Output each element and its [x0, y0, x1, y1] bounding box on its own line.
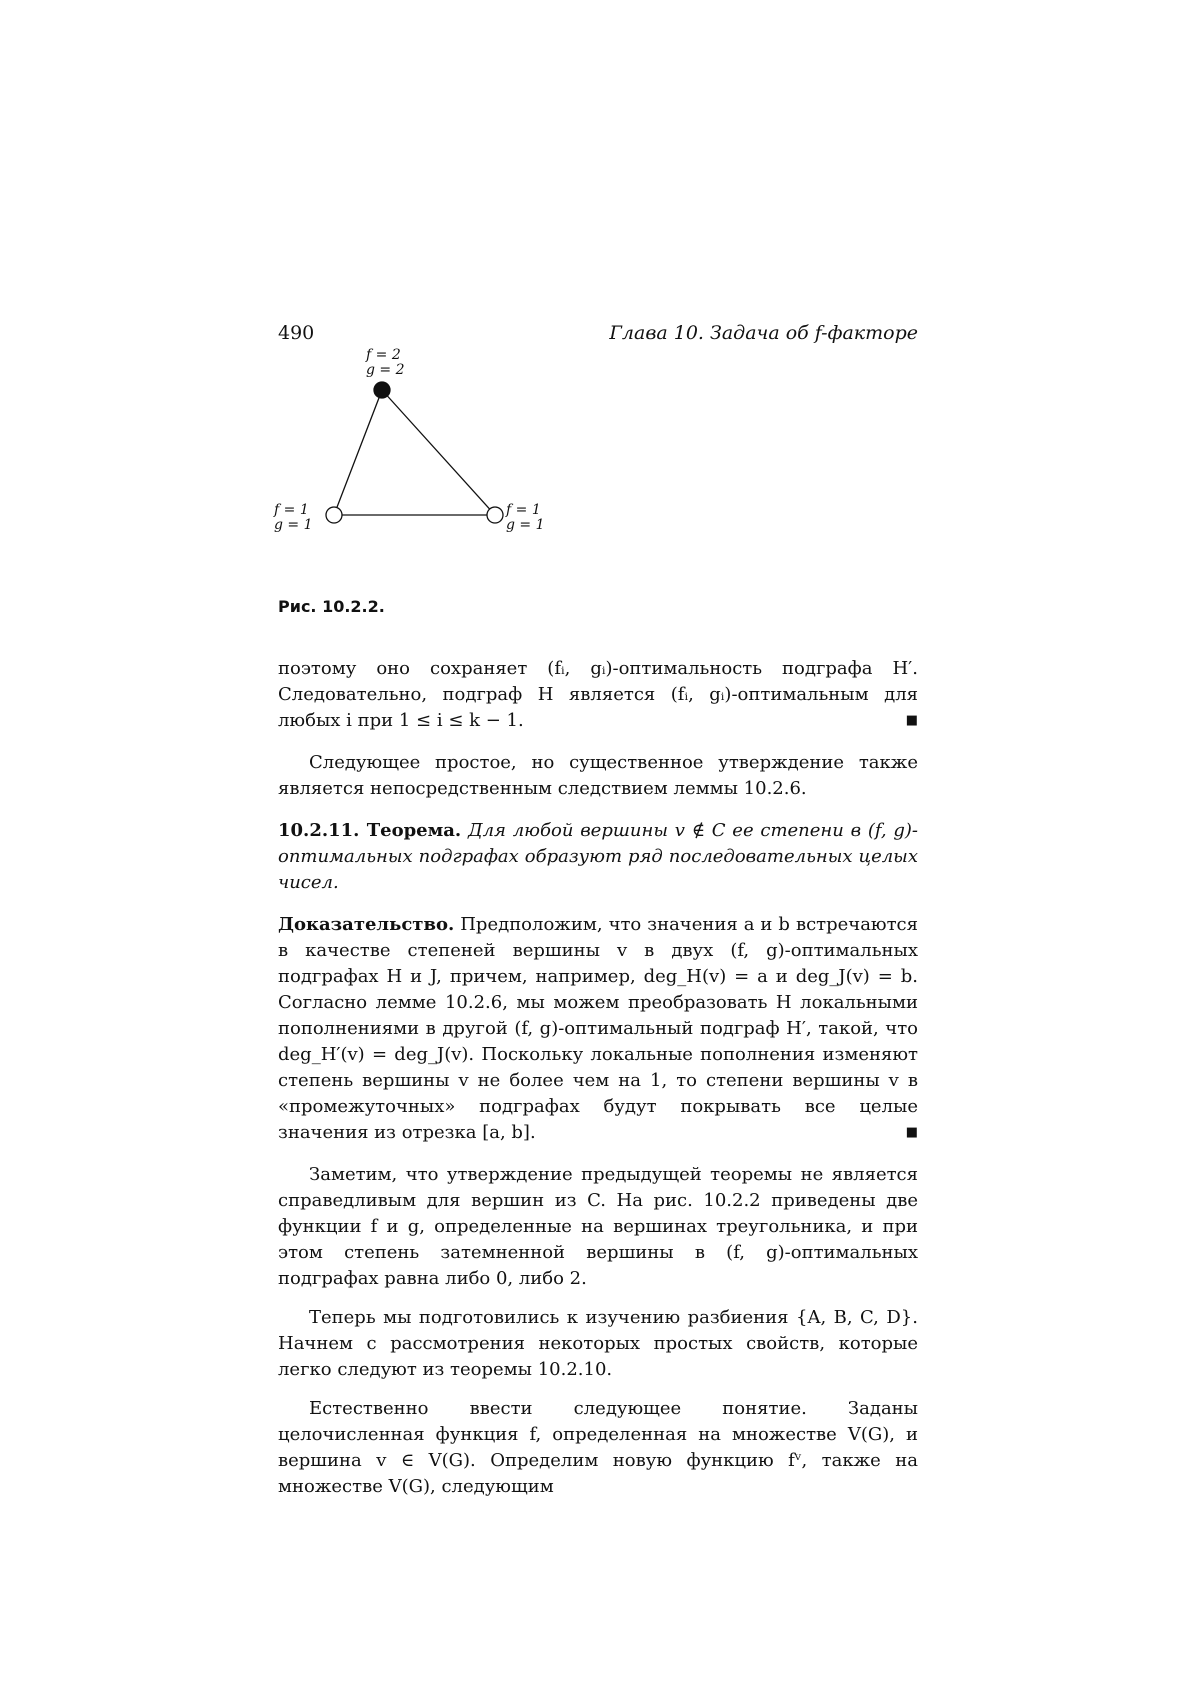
paragraph-1-text: поэтому оно сохраняет (fᵢ, gᵢ)-оптимальность подграфа H′. Следовательно, подграф H является (fᵢ, gᵢ)-оптимальным для любых i при 1 ≤ i ≤ k − 1. — [278, 658, 918, 731]
theorem-10-2-11 — [278, 818, 918, 896]
qed-mark: ■ — [905, 713, 918, 728]
vertex-right-f: f = 1 — [506, 502, 541, 518]
vertex-top-f: f = 2 — [366, 347, 401, 363]
theorem-heading: 10.2.11. Теорема. — [278, 820, 462, 841]
proof — [278, 912, 918, 1146]
page-number: 490 — [278, 322, 315, 344]
vertex-right-label — [506, 503, 545, 533]
vertex-left — [326, 507, 342, 523]
proof-heading: Доказательство. — [278, 914, 455, 935]
paragraph-1 — [278, 656, 918, 734]
vertex-top-label — [366, 348, 405, 378]
vertex-right-g: g = 1 — [506, 517, 545, 533]
triangle-graph — [270, 370, 570, 590]
vertex-left-g: g = 1 — [274, 517, 313, 533]
edge-top-right — [382, 390, 495, 515]
vertex-left-f: f = 1 — [274, 502, 309, 518]
theorem-statement: Для любой вершины v ∉ C ее степени в (f, g)-оптимальных подграфах образуют ряд последовательных целых чисел. — [278, 820, 918, 893]
vertex-left-label — [274, 503, 313, 533]
paragraph-2: Следующее простое, но существенное утверждение также является непосредственным следствием леммы 10.2.6. — [278, 752, 918, 799]
edge-top-left — [334, 390, 382, 515]
vertex-top — [374, 382, 390, 398]
vertex-top-g: g = 2 — [366, 362, 405, 378]
figure-caption: Рис. 10.2.2. — [278, 597, 385, 616]
triangle-figure — [270, 347, 570, 590]
vertex-right — [487, 507, 503, 523]
paragraph-5: Естественно ввести следующее понятие. Заданы целочисленная функция f, определенная на множестве V(G), и вершина v ∈ V(G). Определим новую функцию fᵛ, также на множестве V(G), следующим — [278, 1398, 918, 1497]
running-head: Глава 10. Задача об f-факторе — [609, 322, 918, 344]
qed-mark: ■ — [905, 1125, 918, 1140]
paragraph-3: Заметим, что утверждение предыдущей теоремы не является справедливым для вершин из C. На рис. 10.2.2 приведены две функции f и g, определенные на вершинах треугольника, и при этом степень затемненной вершины в (f, g)-оптимальных подграфах равна либо 0, либо 2. — [278, 1164, 918, 1289]
paragraph-4: Теперь мы подготовились к изучению разбиения {A, B, C, D}. Начнем с рассмотрения некоторых простых свойств, которые легко следуют из теоремы 10.2.10. — [278, 1307, 918, 1380]
body-text — [278, 656, 918, 1500]
proof-text: Предположим, что значения a и b встречаются в качестве степеней вершины v в двух (f, g)-оптимальных подграфах H и J, причем, например, deg_H(v) = a и deg_J(v) = b. Согласно лемме 10.2.6, мы можем преобразовать H локальными пополнениями в другой (f, g)-оптимальный подграф H′, такой, что deg_H′(v) = deg_J(v). Поскольку локальные пополнения изменяют степень вершины v не более чем на 1, то степени вершины v в «промежуточных» подграфах будут покрывать все целые значения из отрезка [a, b]. — [278, 914, 918, 1143]
